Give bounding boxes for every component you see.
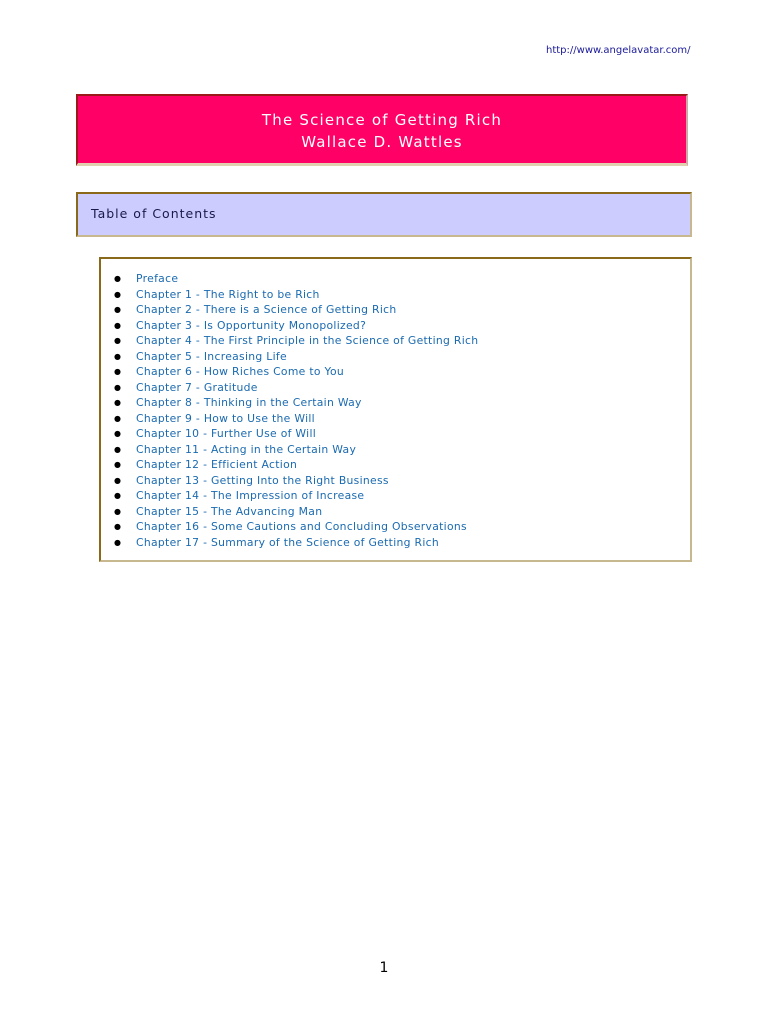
toc-item-chapter-11: [101, 442, 690, 458]
toc-link-chapter-6[interactable]: Chapter 6 - How Riches Come to You: [136, 365, 345, 378]
bullet-icon: ●: [114, 491, 121, 500]
bullet-icon: ●: [114, 460, 121, 469]
toc-link-chapter-5[interactable]: Chapter 5 - Increasing Life: [136, 349, 287, 363]
bullet-icon: ●: [114, 522, 121, 531]
toc-link-chapter-3[interactable]: Chapter 3 - Is Opportunity Monopolized?: [136, 318, 367, 332]
bullet-icon: ●: [114, 444, 121, 454]
toc-link-chapter-10[interactable]: Chapter 10 - Further Use of Will: [136, 427, 317, 440]
website-url-link[interactable]: http://www.angelavatar.com/: [546, 45, 691, 56]
toc-item-chapter-5: [101, 349, 690, 365]
toc-link-chapter-1[interactable]: Chapter 1 - The Right to be Rich: [136, 287, 320, 301]
toc-item-chapter-13: [101, 473, 690, 489]
toc-link-chapter-16[interactable]: Chapter 16 - Some Cautions and Concluding Observations: [136, 520, 467, 533]
toc-link-chapter-8[interactable]: Chapter 8 - Thinking in the Certain Way: [136, 396, 362, 409]
bullet-icon: ●: [114, 367, 121, 376]
bullet-icon: ●: [114, 320, 121, 330]
title-banner: [76, 94, 688, 166]
book-title: The Science of Getting Rich: [261, 111, 503, 129]
toc-list-box: [99, 257, 692, 562]
toc-link-chapter-11[interactable]: Chapter 11 - Acting in the Certain Way: [136, 442, 357, 456]
toc-heading-box: [76, 192, 692, 237]
toc-link-chapter-17[interactable]: Chapter 17 - Summary of the Science of Getting Rich: [136, 535, 440, 549]
bullet-icon: ●: [114, 506, 121, 516]
bullet-icon: ●: [114, 382, 121, 392]
bullet-icon: ●: [114, 537, 121, 547]
toc-link-chapter-12[interactable]: Chapter 12 - Efficient Action: [136, 458, 298, 471]
toc-item-chapter-2: [101, 302, 690, 318]
toc-link-chapter-7[interactable]: Chapter 7 - Gratitude: [136, 380, 258, 394]
toc-link-chapter-2[interactable]: Chapter 2 - There is a Science of Getting Rich: [136, 303, 397, 316]
toc-heading: Table of Contents: [91, 206, 217, 221]
book-author: Wallace D. Wattles: [301, 133, 463, 151]
bullet-icon: ●: [114, 289, 121, 299]
toc-link-chapter-4[interactable]: Chapter 4 - The First Principle in the Science of Getting Rich: [136, 334, 479, 347]
toc-item-preface: [101, 271, 690, 287]
toc-item-chapter-6: [101, 364, 690, 380]
toc-link-chapter-15[interactable]: Chapter 15 - The Advancing Man: [136, 504, 323, 518]
toc-link-chapter-13[interactable]: Chapter 13 - Getting Into the Right Business: [136, 473, 389, 487]
toc-item-chapter-14: [101, 488, 690, 504]
bullet-icon: ●: [114, 413, 121, 423]
toc-item-chapter-4: [101, 333, 690, 349]
bullet-icon: ●: [114, 475, 121, 485]
bullet-icon: ●: [114, 336, 121, 345]
toc-item-chapter-3: [101, 318, 690, 334]
toc-item-chapter-8: [101, 395, 690, 411]
toc-item-chapter-9: [101, 411, 690, 427]
page-number: 1: [379, 960, 389, 976]
toc-item-chapter-1: [101, 287, 690, 303]
toc-link-preface[interactable]: Preface: [136, 272, 179, 285]
bullet-icon: ●: [114, 305, 121, 314]
bullet-icon: ●: [114, 398, 121, 407]
toc-item-chapter-15: [101, 504, 690, 520]
bullet-icon: ●: [114, 274, 121, 283]
toc-item-chapter-17: [101, 535, 690, 551]
toc-item-chapter-16: [101, 519, 690, 535]
toc-link-chapter-9[interactable]: Chapter 9 - How to Use the Will: [136, 411, 315, 425]
toc-item-chapter-12: [101, 457, 690, 473]
toc-item-chapter-10: [101, 426, 690, 442]
toc-list: [101, 259, 690, 550]
toc-item-chapter-7: [101, 380, 690, 396]
bullet-icon: ●: [114, 351, 121, 361]
bullet-icon: ●: [114, 429, 121, 438]
toc-link-chapter-14[interactable]: Chapter 14 - The Impression of Increase: [136, 489, 365, 502]
